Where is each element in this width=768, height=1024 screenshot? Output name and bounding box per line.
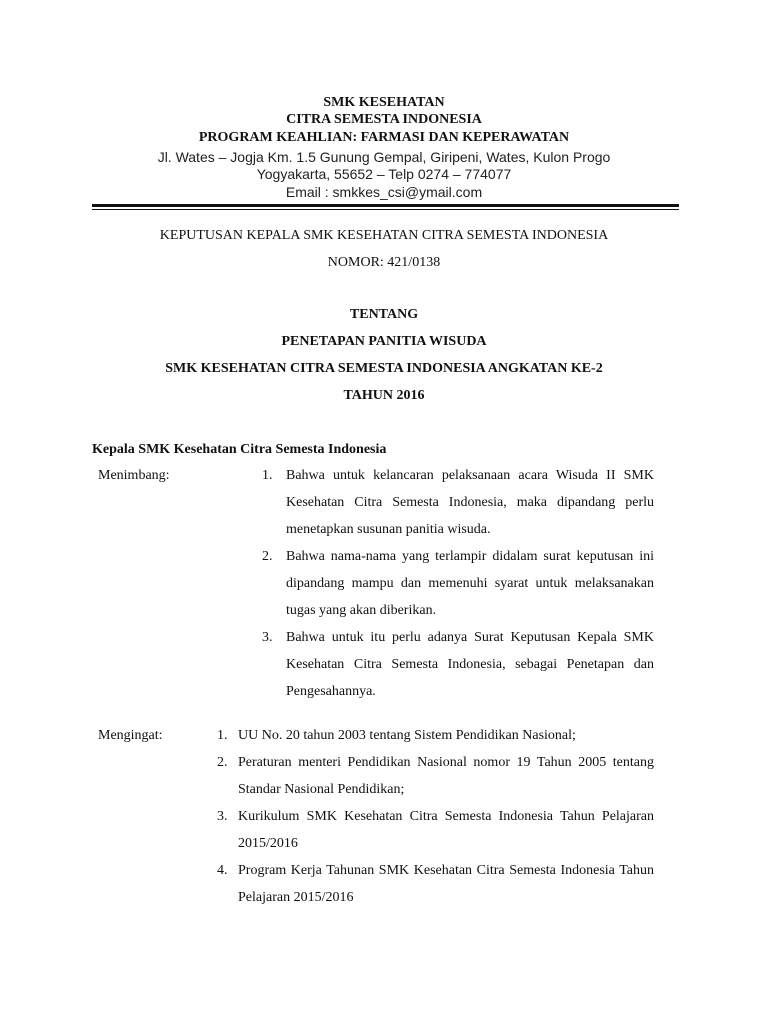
subject-about: TENTANG — [349, 307, 419, 322]
mengingat-item-text: Program Kerja Tahunan SMK Kesehatan Citra Semesta Indonesia Tahun Pelajaran 2015/2016 — [238, 863, 654, 905]
letterhead-email: Email : smkkes_csi@ymail.com — [285, 184, 483, 200]
menimbang-item-text: Bahwa nama-nama yang terlampir didalam surat keputusan ini dipandang mampu dan memenuhi syarat untuk melaksanakan tugas yang akan diberikan. — [286, 549, 654, 618]
mengingat-item-number: 3. — [217, 809, 228, 824]
subject-line2: SMK KESEHATAN CITRA SEMESTA INDONESIA ANGKATAN KE-2 — [165, 361, 603, 376]
mengingat-item-number: 2. — [217, 755, 228, 770]
mengingat-item-text: Kurikulum SMK Kesehatan Citra Semesta Indonesia Tahun Pelajaran 2015/2016 — [238, 809, 654, 851]
mengingat-item-text: Peraturan menteri Pendidikan Nasional nomor 19 Tahun 2005 tentang Standar Nasional Pendidikan; — [238, 755, 654, 797]
menimbang-item-number: 2. — [262, 549, 273, 564]
decree-number: NOMOR: 421/0138 — [327, 255, 441, 270]
subject-line1: PENETAPAN PANITIA WISUDA — [281, 334, 487, 349]
menimbang-item-number: 1. — [262, 468, 273, 483]
letterhead-address-line2: Yogyakarta, 55652 – Telp 0274 – 774077 — [256, 166, 512, 182]
mengingat-item-text: UU No. 20 tahun 2003 tentang Sistem Pendidikan Nasional; — [238, 728, 576, 743]
letterhead-address-line1: Jl. Wates – Jogja Km. 1.5 Gunung Gempal, Giripeni, Wates, Kulon Progo — [157, 149, 611, 165]
menimbang-item-text: Bahwa untuk kelancaran pelaksanaan acara Wisuda II SMK Kesehatan Citra Semesta Indonesia, maka dipandang perlu menetapkan susunan panitia wisuda. — [286, 468, 654, 537]
menimbang-label: Menimbang: — [98, 468, 170, 483]
subject-line3: TAHUN 2016 — [343, 388, 425, 403]
letterhead-name: CITRA SEMESTA INDONESIA — [286, 112, 482, 127]
mengingat-item-number: 1. — [217, 728, 228, 743]
mengingat-item-number: 4. — [217, 863, 228, 878]
letterhead-rule-thick — [92, 204, 679, 207]
letterhead-rule-thin — [92, 209, 679, 210]
menimbang-item-text: Bahwa untuk itu perlu adanya Surat Keputusan Kepala SMK Kesehatan Citra Semesta Indonesia, sebagai Penetapan dan Pengesahannya. — [286, 630, 654, 699]
decree-title: KEPUTUSAN KEPALA SMK KESEHATAN CITRA SEMESTA INDONESIA — [159, 228, 609, 243]
head-of-school: Kepala SMK Kesehatan Citra Semesta Indonesia — [92, 442, 387, 457]
mengingat-label: Mengingat: — [98, 728, 163, 743]
menimbang-item-number: 3. — [262, 630, 273, 645]
letterhead-program: PROGRAM KEAHLIAN: FARMASI DAN KEPERAWATAN — [198, 130, 570, 145]
letterhead-school: SMK KESEHATAN — [323, 95, 445, 110]
